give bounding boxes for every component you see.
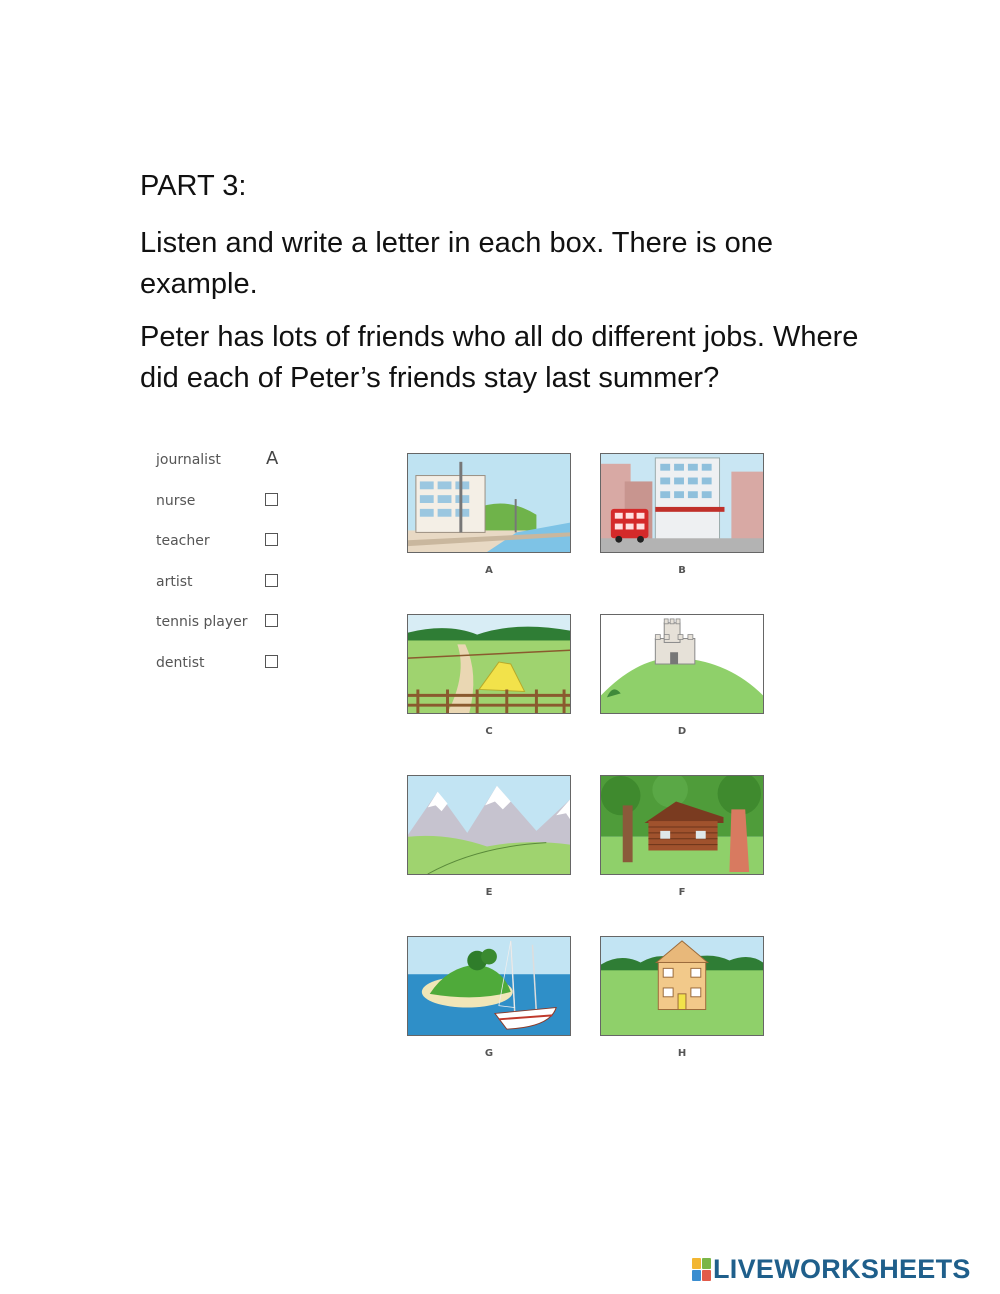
job-label: nurse [156,492,196,509]
picture-letter: D [677,726,687,737]
picture-city-hotel-with-red-bus [600,453,764,553]
picture-house-in-field [600,936,764,1036]
picture-letter: A [485,565,493,576]
job-row [156,570,296,611]
job-row [156,529,296,570]
part-heading: PART 3: [140,170,247,202]
instructions: Listen and write a letter in each box. There is one example. [140,227,774,300]
answer-box[interactable] [265,614,278,627]
picture-letter: B [678,565,686,576]
question-text: Peter has lots of friends who all do different jobs. Where did each of Peter’s friends stay last summer? [140,321,859,394]
job-label: artist [156,573,193,590]
job-label: tennis player [156,614,248,630]
picture-letter: G [484,1048,494,1059]
liveworksheets-brand [692,1254,971,1284]
job-label: dentist [156,654,205,671]
picture-mountains [407,775,571,875]
job-label: journalist [156,452,221,468]
picture-letter: H [677,1048,687,1059]
job-label: teacher [156,533,210,549]
picture-campsite-tent [407,614,571,714]
answer-box[interactable] [265,655,278,668]
brand-name: LIVEWORKSHEETS [713,1253,971,1284]
job-row [156,610,296,651]
example-answer: A [266,448,279,469]
answer-box[interactable] [265,493,278,506]
job-row [156,489,296,530]
picture-letter: E [485,887,493,898]
answer-box[interactable] [265,533,278,546]
job-list [156,448,296,691]
picture-seaside-apartments [407,453,571,553]
job-row [156,448,296,489]
job-row [156,651,296,692]
picture-castle-on-hill [600,614,764,714]
picture-island-with-sailboat [407,936,571,1036]
picture-letter: C [485,726,493,737]
liveworksheets-logo-icon [692,1258,710,1280]
picture-wooden-cabin-in-forest [600,775,764,875]
answer-box[interactable] [265,574,278,587]
picture-letter: F [678,887,686,898]
